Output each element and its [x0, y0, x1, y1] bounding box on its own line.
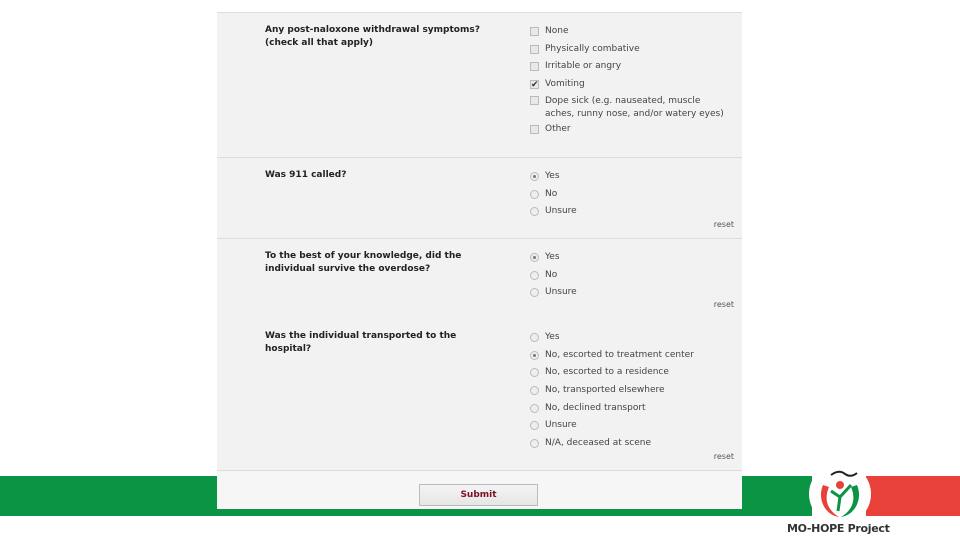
option-label: No, escorted to treatment center: [545, 349, 694, 360]
options: [530, 332, 730, 456]
radio-option[interactable]: [530, 171, 730, 189]
radio-selected-icon[interactable]: [530, 253, 539, 262]
radio-icon[interactable]: [530, 439, 539, 448]
question-withdrawal-symptoms: [217, 13, 742, 158]
radio-option[interactable]: [530, 367, 730, 385]
radio-option[interactable]: [530, 206, 730, 224]
radio-option[interactable]: [530, 252, 730, 270]
question-transported: [217, 319, 742, 471]
checkbox-icon[interactable]: [530, 62, 539, 71]
checkbox-option[interactable]: [530, 44, 730, 62]
radio-icon[interactable]: [530, 190, 539, 199]
checkbox-option[interactable]: [530, 26, 730, 44]
option-label: Yes: [545, 332, 560, 342]
red-banner: [866, 476, 960, 516]
question-label: Was the individual transported to the hospital?: [265, 331, 457, 354]
mo-hope-logo: [809, 463, 871, 525]
option-label: Yes: [545, 171, 560, 181]
reset-link[interactable]: reset: [713, 220, 734, 229]
survey-form: [217, 12, 742, 508]
logo-icon: [809, 463, 871, 525]
option-label: Other: [545, 123, 571, 134]
question-label: Any post-naloxone withdrawal symptoms? (check all that apply): [265, 25, 480, 48]
brand-name: MO-HOPE Project: [787, 522, 890, 535]
radio-icon[interactable]: [530, 207, 539, 216]
option-label: Unsure: [545, 206, 577, 217]
option-label: N/A, deceased at scene: [545, 438, 652, 449]
radio-option[interactable]: [530, 350, 730, 368]
radio-option[interactable]: [530, 403, 730, 421]
radio-option[interactable]: [530, 420, 730, 438]
radio-option[interactable]: [530, 332, 730, 350]
checkbox-option[interactable]: [530, 124, 730, 142]
checkbox-icon[interactable]: [530, 125, 539, 134]
option-label: No: [545, 269, 558, 280]
options: [530, 171, 730, 224]
option-label: Yes: [545, 252, 560, 262]
option-label: No, declined transport: [545, 402, 646, 413]
options: [530, 26, 730, 141]
option-label: No, transported elsewhere: [545, 385, 665, 396]
checkbox-checked-icon[interactable]: ✔: [531, 80, 539, 91]
radio-icon[interactable]: [530, 271, 539, 280]
checkbox-option[interactable]: [530, 95, 730, 124]
option-label: None: [545, 26, 569, 36]
checkbox-icon[interactable]: [530, 96, 539, 105]
option-label: Dope sick (e.g. nauseated, muscle aches, runny nose, and/or watery eyes): [545, 95, 724, 119]
radio-icon[interactable]: [530, 386, 539, 395]
submit-area: [217, 471, 742, 509]
option-label: Physically combative: [545, 43, 640, 54]
radio-selected-icon[interactable]: [530, 172, 539, 181]
checkbox-icon[interactable]: [530, 27, 539, 36]
submit-button[interactable]: Submit: [419, 484, 538, 506]
option-label: Irritable or angry: [545, 61, 622, 72]
radio-icon[interactable]: [530, 368, 539, 377]
option-label: Unsure: [545, 287, 577, 298]
question-label: Was 911 called?: [265, 170, 347, 180]
reset-link[interactable]: reset: [713, 300, 734, 309]
radio-option[interactable]: [530, 438, 730, 456]
radio-icon[interactable]: [530, 404, 539, 413]
reset-link[interactable]: reset: [713, 452, 734, 461]
option-label: No: [545, 188, 558, 199]
radio-selected-icon[interactable]: [530, 351, 539, 360]
question-label: To the best of your knowledge, did the individual survive the overdose?: [265, 251, 462, 274]
radio-option[interactable]: [530, 270, 730, 288]
question-survived: [217, 239, 742, 319]
option-label: Unsure: [545, 420, 577, 431]
question-911-called: [217, 158, 742, 239]
checkbox-icon[interactable]: [530, 45, 539, 54]
checkbox-option[interactable]: [530, 61, 730, 79]
options: [530, 252, 730, 305]
radio-option[interactable]: [530, 287, 730, 305]
radio-icon[interactable]: [530, 288, 539, 297]
radio-option[interactable]: [530, 385, 730, 403]
option-label: Vomiting: [545, 79, 585, 90]
option-label: No, escorted to a residence: [545, 367, 669, 378]
radio-icon[interactable]: [530, 333, 539, 342]
radio-icon[interactable]: [530, 421, 539, 430]
radio-option[interactable]: [530, 189, 730, 207]
